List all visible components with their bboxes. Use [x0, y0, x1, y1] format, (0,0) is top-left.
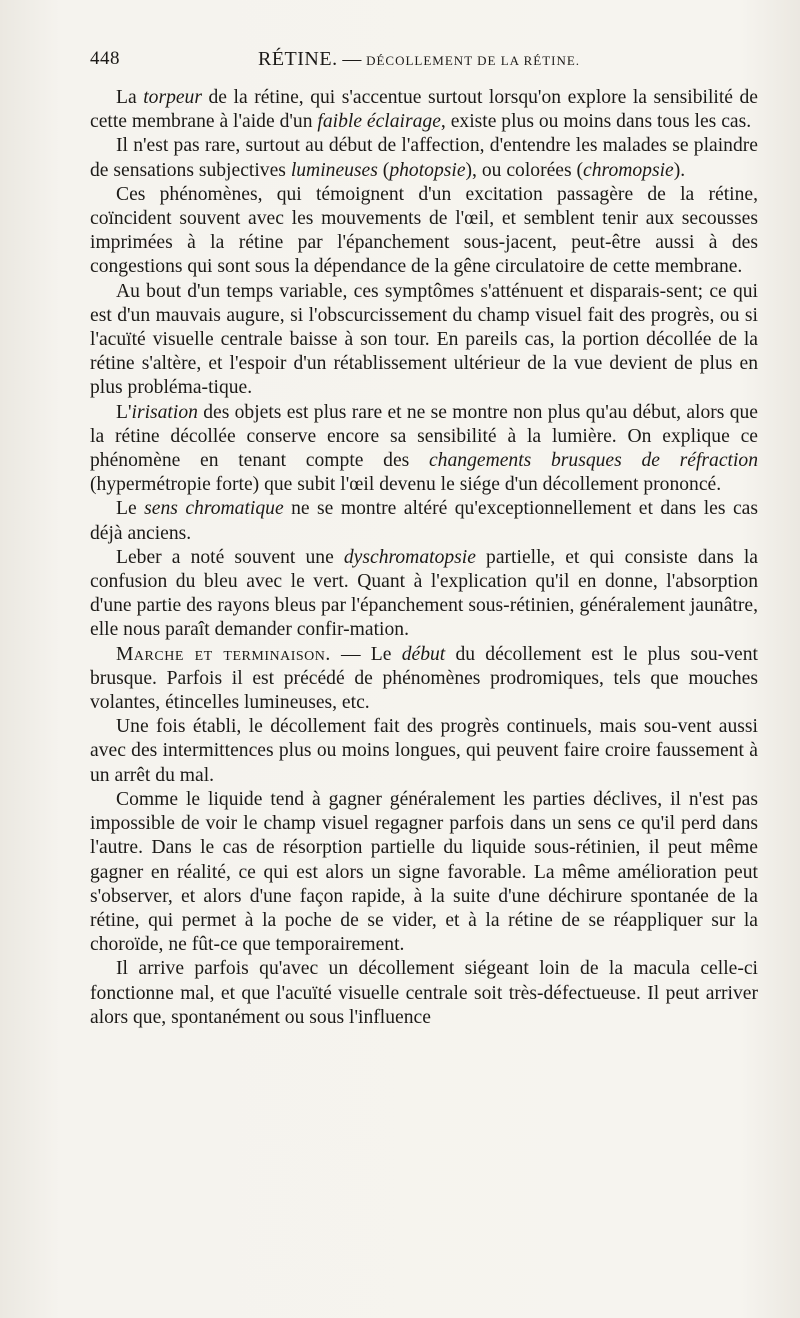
section-heading: Marche et terminaison.: [116, 643, 331, 665]
text-run: ).: [673, 159, 686, 181]
text-run: Le: [116, 498, 145, 520]
italic-term: photopsie: [389, 159, 466, 181]
running-head: [258, 48, 580, 71]
text-run: ne se montre altéré qu'exceptionnellement et dans les cas déjà anciens.: [90, 498, 758, 544]
running-head-section: DÉCOLLEMENT DE LA RÉTINE.: [366, 53, 581, 68]
text-run: partielle, et qui consiste dans la confusion du bleu avec le vert. Quant à l'explication qu'il en donne, l'absorption d'une partie des rayons bleus par l'épanchement sous-rétinien, généralement jaunâtre, elle nous paraît demander confir-mation.: [90, 546, 758, 641]
running-head-dash: —: [337, 49, 367, 70]
italic-term: sens chromatique: [144, 498, 284, 520]
text-run: La: [116, 87, 144, 108]
text-run: Leber a noté souvent une: [116, 546, 344, 568]
text-run: — Le: [330, 643, 402, 665]
text-run: (: [377, 159, 390, 181]
paragraph-photopsie: [90, 134, 758, 182]
text-run: des objets est plus rare et ne se montre non plus qu'au début, alors que la rétine décollée conserve encore sa sensibilité à la lumière. On explique ce phénomène en tenant compte des: [90, 401, 758, 472]
paragraph-leber: [90, 546, 758, 643]
paragraph-phenomenes: Ces phénomènes, qui témoignent d'un excitation passagère de la rétine, coïncident souvent avec les mouvements de l'œil, et semblent tenir aux secousses imprimées à la rétine par l'épanchement sous-jacent, peut-être aussi à des congestions qui sont sous la dépendance de la gêne circulatoire de cette membrane.: [90, 183, 758, 278]
italic-term: chromopsie: [583, 159, 674, 181]
paragraph-marche: [90, 643, 758, 716]
page-header: [90, 48, 758, 78]
text-run: ), ou colorées (: [465, 159, 584, 181]
text-run: (hypermétropie forte) que subit l'œil devenu le siége d'un décollement prononcé.: [90, 474, 722, 496]
paragraph-temps-variable: Au bout d'un temps variable, ces symptômes s'atténuent et disparais-sent; ce qui est d'un mauvais augure, si l'obscurcissement du champ visuel fait des progrès, ou si l'acuïté visuelle centrale baisse à son tour. En pareils cas, la portion décollée de la rétine s'altère, et l'espoir d'un rétablissement ultérieur de la vue devient de plus en plus probléma-tique.: [90, 280, 758, 399]
paragraph-sens-chromatique: [90, 497, 758, 545]
paragraph-liquide: Comme le liquide tend à gagner généralement les parties déclives, il n'est pas impossible de voir le champ visuel regagner parfois dans un sens ce qu'il perd dans l'autre. Dans le cas de résorption partielle du liquide sous-rétinien, il peut même gagner en réalité, ce qui est alors un signe favorable. La même amélioration peut s'observer, et alors d'une façon rapide, à la suite d'une déchirure spontanée de la rétine, qui permet à la poche de se vider, et à la rétine de se réappliquer sur la choroïde, ne fût-ce que temporairement.: [90, 788, 758, 956]
italic-term: lumineuses: [290, 159, 378, 181]
italic-term: changements brusques de réfraction: [428, 450, 758, 472]
text-run: de la rétine, qui s'accentue surtout lorsqu'on explore la sensibilité de cette membrane à l'aide d'un: [90, 87, 758, 133]
body-text: [90, 86, 758, 1030]
paragraph-irisation: [90, 401, 758, 498]
running-head-title: RÉTINE.: [258, 48, 338, 70]
italic-term: dyschromatopsie: [343, 546, 476, 568]
italic-term: faible éclairage: [317, 111, 441, 133]
paragraph-torpeur: [90, 86, 758, 134]
text-run: Il n'est pas rare, surtout au début de l'affection, d'entendre les malades se plaindre de sensations subjectives: [90, 135, 758, 181]
italic-term: irisation: [131, 401, 198, 423]
italic-term: torpeur: [143, 87, 202, 108]
text-run: du décollement est le plus sou-vent brusque. Parfois il est précédé de phénomènes prodromiques, tels que mouches volantes, étincelles lumineuses, etc.: [90, 643, 758, 714]
text-run: , existe plus ou moins dans tous les cas.: [440, 111, 752, 133]
page-number: 448: [90, 48, 120, 69]
text-run: L': [116, 401, 132, 423]
italic-term: début: [401, 643, 446, 665]
paragraph-progres: Une fois établi, le décollement fait des progrès continuels, mais sou-vent aussi avec des intermittences plus ou moins longues, qui peuvent faire croire faussement à un arrêt du mal.: [90, 716, 758, 786]
paragraph-macula: Il arrive parfois qu'avec un décollement siégeant loin de la macula celle-ci fonctionne mal, et que l'acuïté visuelle centrale soit très-défectueuse. Il peut arriver alors que, spontanément ou sous l'influence: [90, 958, 758, 1028]
